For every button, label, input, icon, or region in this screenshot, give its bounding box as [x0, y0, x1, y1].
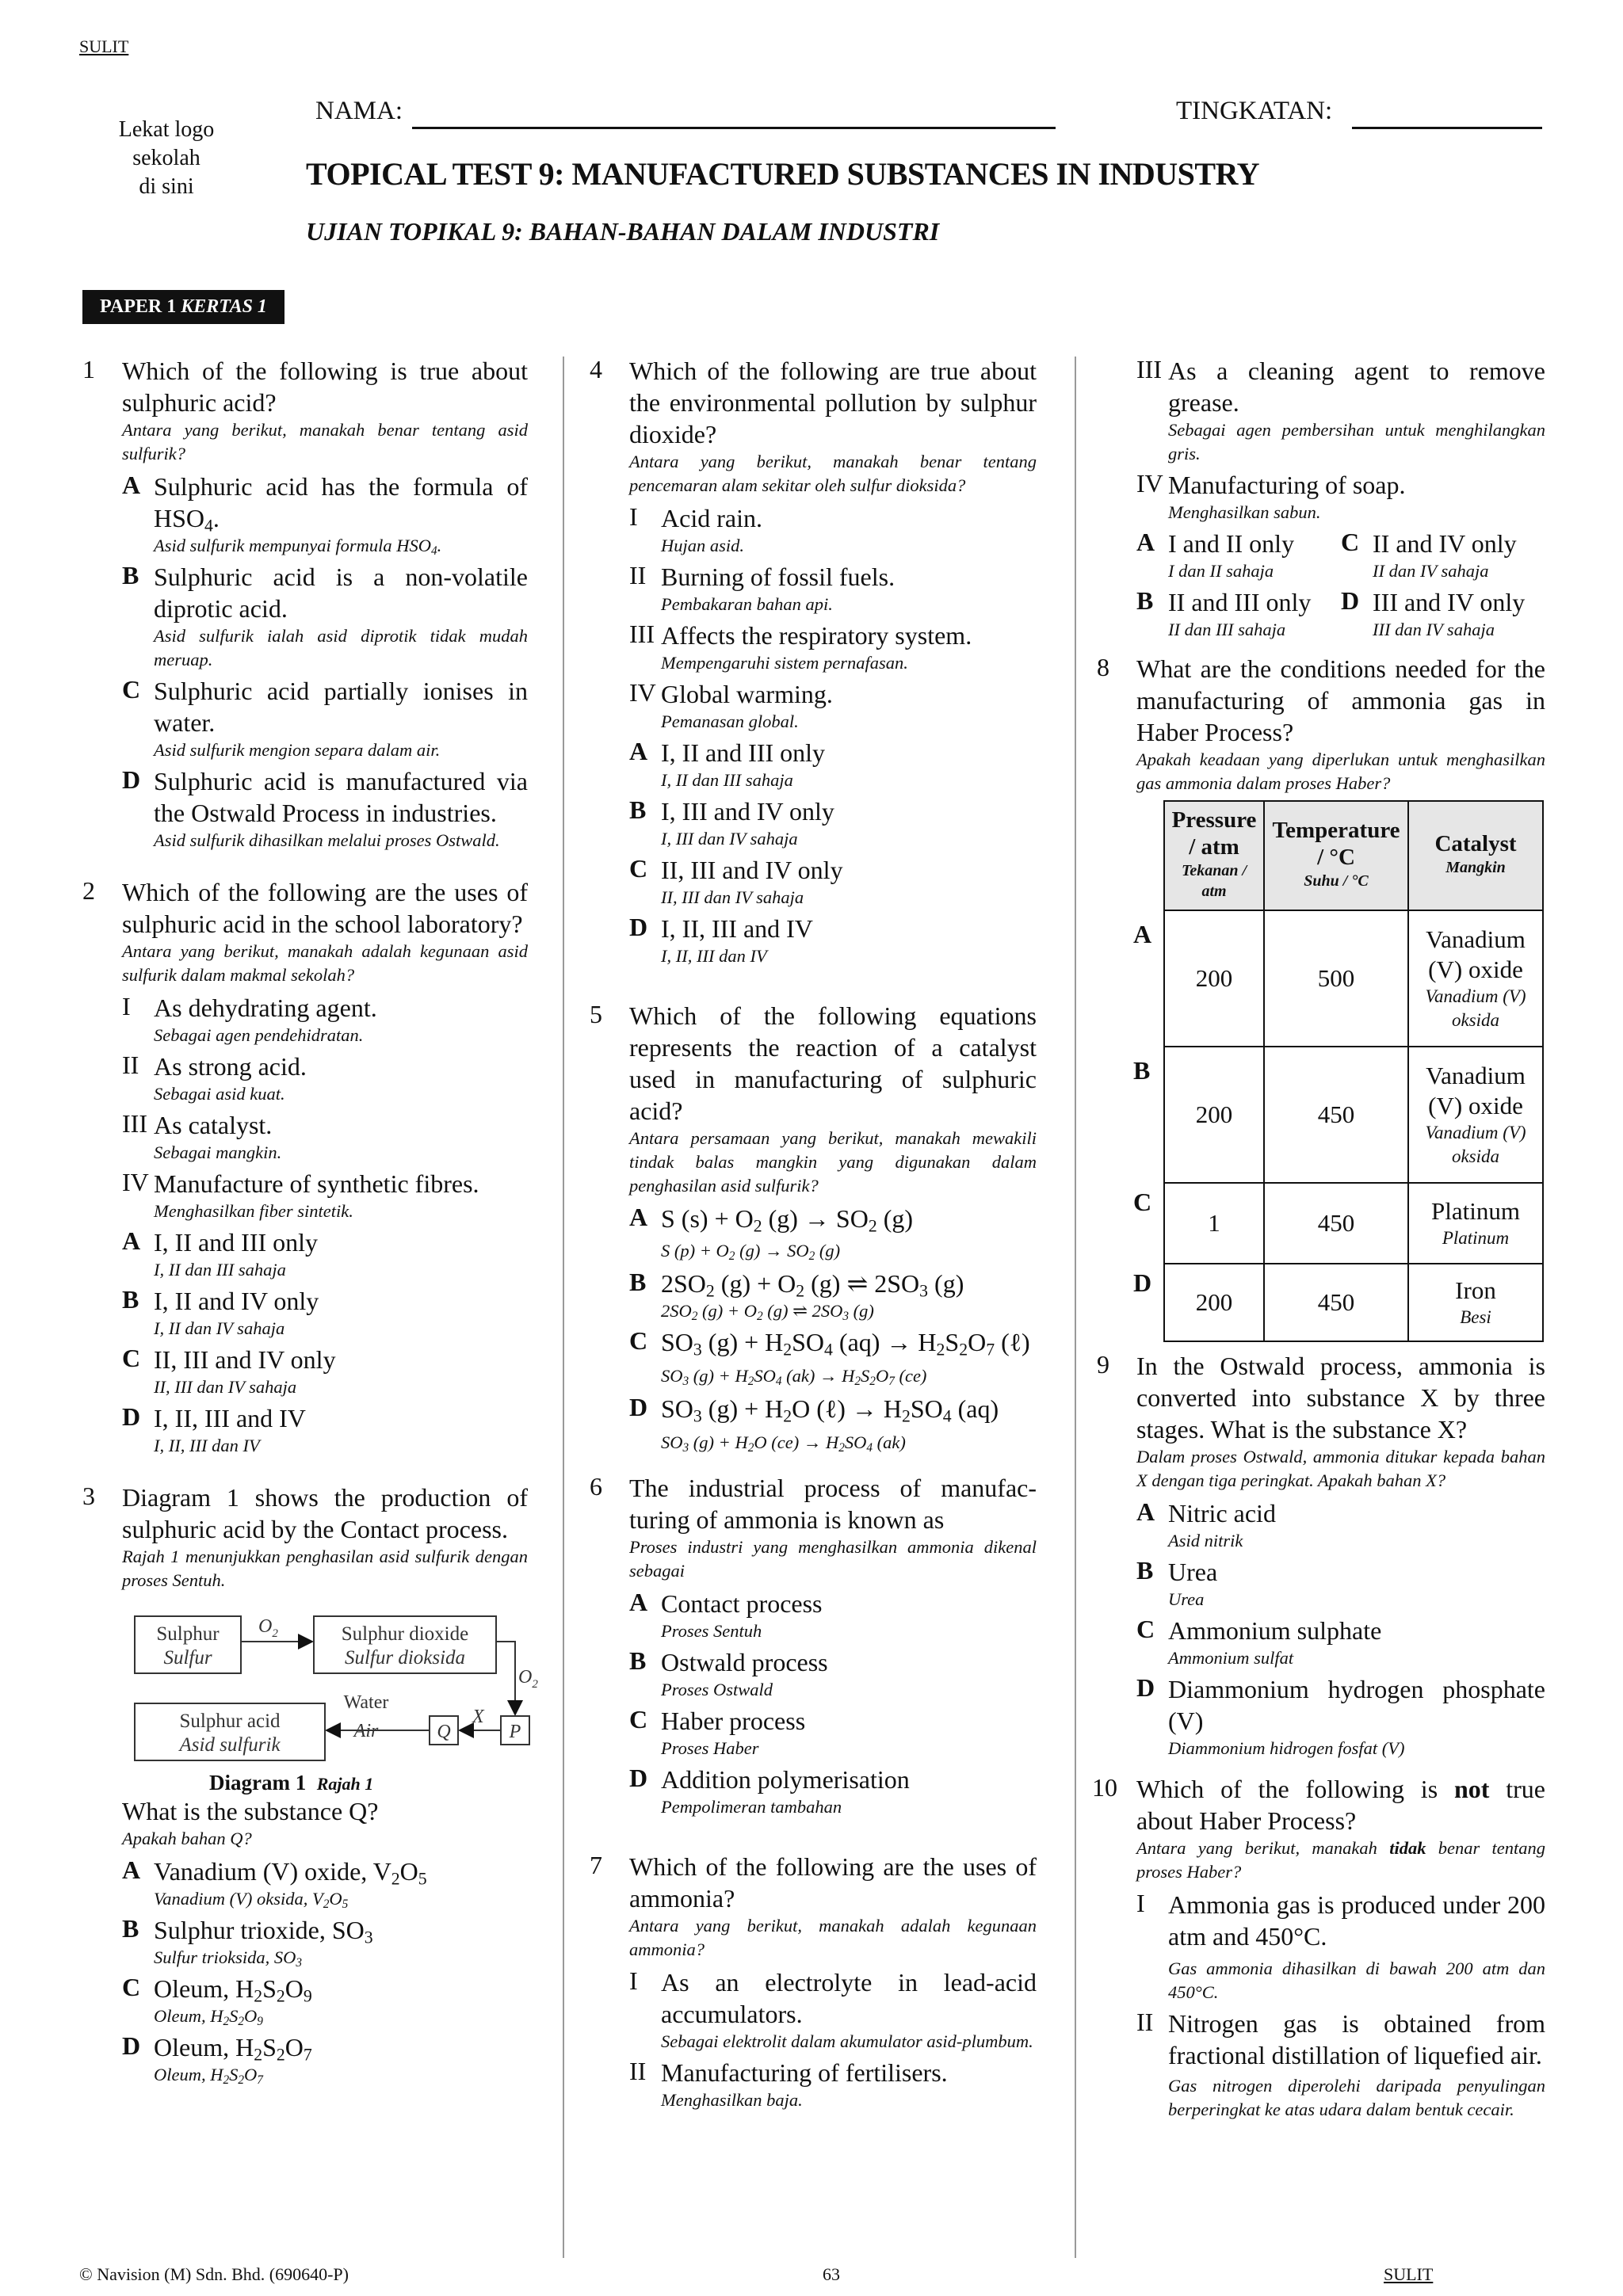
option-c[interactable]: C Haber process Proses Haber	[629, 1705, 806, 1758]
sulit-footer: SULIT	[1384, 2264, 1434, 2284]
option-text-my: Asid sulfurik mempunyai formula $HSO_4$.	[154, 536, 442, 558]
question-6	[590, 1472, 1037, 1819]
option-c[interactable]: C II and IV only II dan IV sahaja	[1341, 528, 1517, 581]
option-a[interactable]: A Contact process Proses Sentuh	[629, 1588, 823, 1641]
sulphur-label: Sulphur	[156, 1623, 220, 1645]
question-number: 9	[1097, 1350, 1109, 1379]
statement-ii: II Nitrogen gas is obtained from fractional distillation of liquefied air. Gas nitrogen diperolehi daripada penyulingan berperingkat ke atas udara dalam bentuk cecair.	[1136, 2008, 1545, 2119]
o2-label: $O_2$	[518, 1667, 538, 1691]
page-number: 63	[823, 2264, 840, 2284]
option-b[interactable]: B I, II and IV only I, II dan IV sahaja	[122, 1285, 319, 1338]
option-d[interactable]: D $SO_3$ $(g) + H_2O$ (ℓ) → $H_2SO_4$ (aq) $SO_3$ $(g) + H_2O$ $(ce) \to H_2SO_4$ (ak)	[629, 1393, 999, 1455]
o2-label: $O_2$	[258, 1616, 278, 1640]
question-3	[82, 1482, 538, 2087]
column-2	[590, 355, 1037, 2115]
table-row-d[interactable]: D 200 450 Iron Besi	[1164, 1264, 1543, 1341]
question-text-my: Antara yang berikut, manakah benar tentang pencemaran alam sekitar oleh sulfur dioksida?	[629, 452, 1037, 495]
option-d[interactable]: D Sulphuric acid is manufactured via the Ostwald Process in industries. Asid sulfurik dihasilkan melalui proses Ostwald.	[122, 765, 528, 852]
question-number: 7	[590, 1851, 602, 1879]
option-a[interactable]: A Sulphuric acid has the formula of $HSO_4$. Asid sulfurik mempunyai formula $HSO_4$.	[122, 471, 528, 558]
statement-i: I As dehydrating agent. Sebagai agen pendehidratan.	[122, 992, 377, 1045]
option-b[interactable]: B Sulphuric acid is a non-volatile diprotic acid. Asid sulfurik ialah asid diprotik tidak mudah meruap.	[122, 561, 528, 672]
question-4	[590, 355, 1037, 968]
haber-table	[1133, 800, 1544, 1342]
option-c[interactable]: C II, III and IV only II, III dan IV sahaja	[122, 1344, 336, 1397]
question-text: Which of the following equations represents the reaction of a catalyst used in manufacturing of sulphuric acid?	[629, 1001, 1037, 1125]
question-text: Which of the following is not true about Haber Process?	[1136, 1775, 1545, 1835]
statement-iii: III As catalyst. Sebagai mangkin.	[122, 1109, 282, 1162]
table-row-a[interactable]: A 200 500 Vanadium (V) oxide Vanadium (V) oksida	[1164, 910, 1543, 1047]
question-text-my: Antara yang berikut, manakah benar tentang asid sulfurik?	[122, 420, 528, 463]
logo-text-line: Lekat logo	[118, 117, 215, 142]
water-label-my: Air	[353, 1721, 379, 1741]
acid-label-my: Asid sulfurik	[179, 1734, 281, 1756]
option-text-my: Asid sulfurik ialah asid diprotik tidak mudah meruap.	[154, 626, 528, 669]
header-pressure: Pressure / atm Tekanan / atm	[1164, 801, 1264, 910]
statement-i: I Acid rain. Hujan asid.	[629, 502, 762, 555]
option-a[interactable]: A I and II only I dan II sahaja	[1136, 528, 1295, 581]
question-text: Which of the following are the uses of ammonia?	[629, 1852, 1037, 1913]
statement-iii: III Affects the respiratory system. Mempengaruhi sistem pernafasan.	[629, 620, 972, 673]
statement-ii: II As strong acid. Sebagai asid kuat.	[122, 1051, 307, 1104]
contact-process-diagram	[132, 1608, 538, 1767]
paper-label: PAPER 1	[100, 296, 177, 317]
statement-i: I Ammonia gas is produced under 200 atm and 450°C. Gas ammonia dihasilkan di bawah 200 atm dan 450°C.	[1136, 1889, 1545, 2002]
question-text: Which of the following are true about the environmental pollution by sulphur dioxide?	[629, 357, 1037, 448]
option-d[interactable]: D I, II, III and IV I, II, III dan IV	[629, 913, 813, 966]
question-text-my: Antara persamaan yang berikut, manakah mewakili tindak balas mangkin yang digunakan dalam penghasilan asid sulfurik?	[629, 1128, 1037, 1196]
option-text: Sulphuric acid partially ionises in water.	[154, 677, 528, 737]
column-1	[82, 355, 538, 2090]
option-d[interactable]: D Addition polymerisation Pempolimeran tambahan	[629, 1764, 910, 1817]
option-c[interactable]: C II, III and IV only II, III dan IV sahaja	[629, 854, 843, 907]
statement-iii: III As a cleaning agent to remove grease. Sebagai agen pembersihan untuk menghilangkan gris.	[1136, 355, 1545, 463]
option-c[interactable]: C Ammonium sulphate Ammonium sulfat	[1136, 1615, 1382, 1668]
question-number: 10	[1092, 1773, 1117, 1802]
x-label: X	[472, 1707, 484, 1727]
row-letter: C	[1133, 1188, 1152, 1216]
water-label: Water	[343, 1692, 389, 1713]
column-3	[1092, 355, 1545, 2125]
header-temperature: Temperature / °C Suhu / °C	[1264, 801, 1408, 910]
question-text-my: Antara yang berikut, manakah tidak benar tentang proses Haber?	[1136, 1838, 1545, 1882]
question-text-my: Dalam proses Ostwald, ammonia ditukar kepada bahan X dengan tiga peringkat. Apakah bahan X?	[1136, 1447, 1545, 1490]
question-number: 8	[1097, 653, 1109, 681]
so2-label: Sulphur dioxide	[341, 1623, 469, 1645]
option-a[interactable]: A Nitric acid Asid nitrik	[1136, 1497, 1276, 1550]
acid-label: Sulphur acid	[179, 1711, 281, 1732]
question-8	[1097, 653, 1545, 1342]
question-number: 6	[590, 1472, 602, 1501]
diagram-caption: Diagram 1 Rajah 1	[209, 1771, 374, 1794]
row-letter: B	[1133, 1056, 1151, 1085]
question-number: 5	[590, 1000, 602, 1028]
option-d[interactable]: D III and IV only III dan IV sahaja	[1341, 586, 1526, 639]
question-text-my: Antara yang berikut, manakah adalah kegunaan asid sulfurik dalam makmal sekolah?	[122, 941, 528, 985]
column-divider	[563, 357, 564, 2258]
option-c[interactable]: C $SO_3$ $(g) + H_2SO_4$ $(aq) \to H_2S_2O_7$ (ℓ) $SO_3$ $(g) + H_2SO_4$ $(ak) \to H_2S_2O_7$ (ce)	[629, 1326, 1030, 1388]
question-text-my: Antara yang berikut, manakah adalah kegunaan ammonia?	[629, 1916, 1037, 1959]
question-text: The industrial process of manufac-turing of ammonia is known as	[629, 1474, 1037, 1534]
question-number: 2	[82, 876, 95, 905]
column-divider	[1075, 357, 1076, 2258]
option-a[interactable]: A Vanadium (V) oxide, $V_2O_5$ Vanadium (V) oksida, $V_2O_5$	[122, 1855, 427, 1911]
question-text-my: Proses industri yang menghasilkan ammonia dikenal sebagai	[629, 1537, 1037, 1581]
paper-badge	[82, 290, 285, 324]
option-b[interactable]: B I, III and IV only I, III dan IV sahaja	[629, 795, 834, 849]
table-row-b[interactable]: B 200 450 Vanadium (V) oxide Vanadium (V) oksida	[1164, 1047, 1543, 1183]
table-row-c[interactable]: C 1 450 Platinum Platinum	[1164, 1183, 1543, 1264]
option-a[interactable]: A I, II and III only I, II dan III sahaja	[629, 737, 826, 790]
question-text: What is the substance Q?	[122, 1797, 379, 1825]
option-d[interactable]: D Diammonium hydrogen phosphate (V) Diammonium hidrogen fosfat (V)	[1136, 1673, 1545, 1758]
sulphur-label-my: Sulfur	[163, 1647, 212, 1669]
logo-text-line: sekolah	[132, 146, 200, 170]
statement-iv: IV Manufacture of synthetic fibres. Menghasilkan fiber sintetik.	[122, 1168, 479, 1221]
option-text-my: Asid sulfurik mengion separa dalam air.	[154, 740, 441, 760]
statement-ii: II Burning of fossil fuels. Pembakaran bahan api.	[629, 561, 896, 614]
statement-i: I As an electrolyte in lead-acid accumulators. Sebagai elektrolit dalam akumulator asid-plumbum.	[629, 1966, 1037, 2051]
row-letter: A	[1133, 920, 1152, 948]
option-d[interactable]: D Oleum, $H_2S_2O_7$ Oleum, $H_2S_2O_7$	[122, 2031, 312, 2087]
question-number: 1	[82, 355, 95, 383]
question-number: 4	[590, 355, 602, 383]
statement-iv: IV Manufacturing of soap. Menghasilkan sabun.	[1136, 469, 1406, 522]
option-c[interactable]: C Oleum, $H_2S_2O_9$ Oleum, $H_2S_2O_9$	[122, 1973, 312, 2028]
statement-ii: II Manufacturing of fertilisers. Menghasilkan baja.	[629, 2057, 948, 2110]
option-b[interactable]: B Urea Urea	[1136, 1556, 1218, 1609]
option-a[interactable]: A S $(s) + O_2$ $(g) \to SO_2$ (g) S $(p) + O_2$ $(g) \to SO_2$ (g)	[629, 1203, 913, 1263]
question-9	[1097, 1350, 1545, 1760]
sulit-header: SULIT	[79, 36, 129, 56]
question-text: Which of the following is true about sulphuric acid?	[122, 357, 528, 417]
question-text: Which of the following are the uses of sulphuric acid in the school laboratory?	[122, 878, 528, 938]
question-7	[590, 1851, 1037, 2112]
tingkatan-field[interactable]	[1352, 127, 1542, 129]
nama-label: NAMA:	[315, 97, 403, 125]
option-c[interactable]: C Sulphuric acid partially ionises in water. Asid sulfurik mengion separa dalam air.	[122, 675, 528, 762]
option-text: Sulphuric acid has the formula of $HSO_4$.	[154, 472, 528, 536]
question-7-continued	[1097, 355, 1545, 645]
option-a[interactable]: A I, II and III only I, II dan III sahaja	[122, 1226, 319, 1280]
arrow	[496, 1642, 515, 1714]
header-catalyst: Catalyst Mangkin	[1408, 801, 1543, 910]
question-2	[82, 876, 528, 1458]
paper-label-my: KERTAS 1	[181, 296, 267, 317]
page-title: TOPICAL TEST 9: MANUFACTURED SUBSTANCES IN INDUSTRY	[306, 156, 1259, 192]
question-text: What are the conditions needed for the manufacturing of ammonia gas in Haber Process?	[1136, 654, 1545, 746]
question-text-my: Apakah keadaan yang diperlukan untuk menghasilkan gas ammonia dalam proses Haber?	[1136, 749, 1545, 793]
question-text-my: Apakah bahan Q?	[122, 1829, 252, 1848]
option-d[interactable]: D I, II, III and IV I, II, III dan IV	[122, 1402, 306, 1455]
question-10	[1092, 1773, 1545, 2122]
so2-label-my: Sulfur dioksida	[344, 1647, 466, 1669]
nama-field[interactable]	[412, 127, 1056, 129]
tingkatan-label: TINGKATAN:	[1176, 97, 1333, 125]
row-letter: D	[1133, 1268, 1152, 1297]
question-number: 3	[82, 1482, 95, 1510]
statement-iv: IV Global warming. Pemanasan global.	[629, 678, 833, 731]
question-text: In the Ostwald process, ammonia is converted into substance X by three stages. What is the substance X?	[1136, 1352, 1545, 1444]
q-label: Q	[437, 1722, 451, 1742]
page-subtitle: UJIAN TOPIKAL 9: BAHAN-BAHAN DALAM INDUSTRI	[306, 217, 940, 246]
p-label: P	[509, 1722, 521, 1742]
question-text-my: Rajah 1 menunjukkan penghasilan asid sulfurik dengan proses Sentuh.	[122, 1547, 528, 1590]
question-1	[82, 355, 528, 852]
question-5	[590, 1000, 1037, 1455]
option-text: Sulphuric acid is a non-volatile diprotic acid.	[154, 563, 528, 623]
option-b[interactable]: B Ostwald process Proses Ostwald	[629, 1646, 828, 1699]
option-text: Sulphuric acid is manufactured via the Ostwald Process in industries.	[154, 767, 528, 827]
option-b[interactable]: B II and III only II dan III sahaja	[1136, 586, 1312, 639]
option-b[interactable]: B Sulphur trioxide, $SO_3$ Sulfur trioksida, $SO_3$	[122, 1914, 373, 1970]
logo-text-line: di sini	[139, 174, 194, 199]
option-b[interactable]: B $2SO_2$ $(g) + O_2$ (g) ⇌ $2SO_3$ (g) $2SO_2$ $(g) + O_2$ (g) ⇌ $2SO_3$ (g)	[629, 1268, 964, 1323]
question-text: Diagram 1 shows the production of sulphuric acid by the Contact process.	[122, 1483, 528, 1543]
logo-placeholder	[87, 116, 246, 201]
copyright: © Navision (M) Sdn. Bhd. (690640-P)	[79, 2264, 349, 2284]
option-text-my: Asid sulfurik dihasilkan melalui proses Ostwald.	[154, 830, 500, 850]
